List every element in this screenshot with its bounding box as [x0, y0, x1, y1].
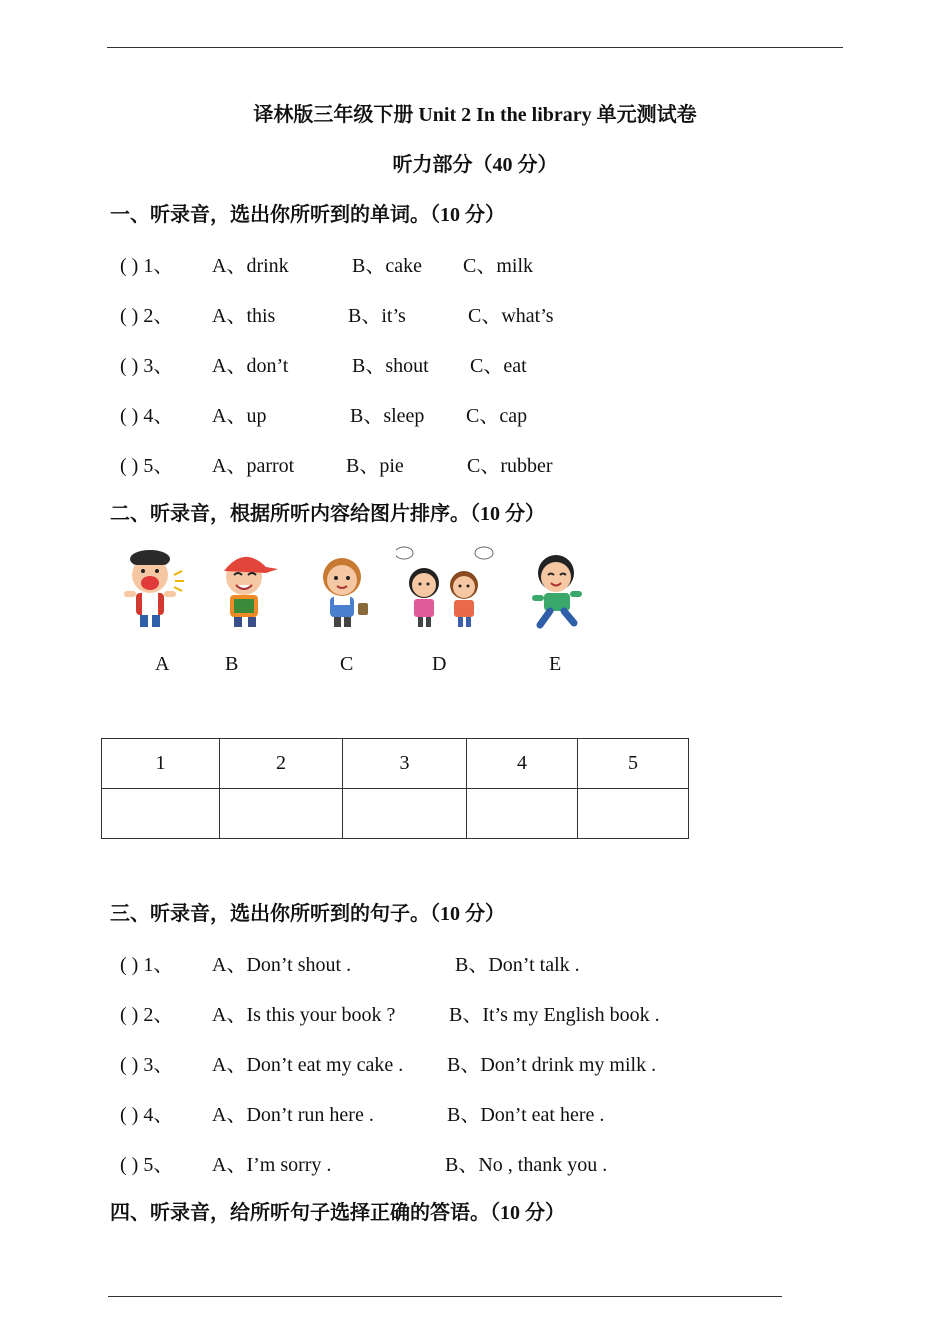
- option-b: B、cake: [352, 255, 422, 277]
- option-b: B、pie: [346, 455, 404, 477]
- list-item: [0, 953, 950, 977]
- option-a: A、parrot: [212, 455, 295, 477]
- boy-with-cap-picture: [208, 545, 284, 629]
- option-b: B、Don’t talk .: [455, 954, 580, 976]
- table-header-cell: 1: [102, 739, 220, 789]
- table-row: [102, 789, 689, 839]
- option-b: B、Don’t drink my milk .: [447, 1054, 657, 1076]
- picture-label-d: D: [432, 653, 447, 675]
- answer-cell[interactable]: [220, 789, 343, 839]
- option-a: A、Don’t eat my cake .: [212, 1054, 404, 1076]
- list-item: [0, 1153, 950, 1177]
- section4-heading: 四、听录音，给所听句子选择正确的答语。（10 分）: [110, 1202, 565, 1224]
- option-b: B、shout: [352, 355, 429, 377]
- option-b: B、No , thank you .: [445, 1154, 608, 1176]
- option-c: C、what’s: [468, 305, 554, 327]
- option-a: A、Is this your book ?: [212, 1004, 396, 1026]
- picture-label-c: C: [340, 653, 354, 675]
- option-c: C、eat: [470, 355, 527, 377]
- table-header-cell: 3: [343, 739, 467, 789]
- option-a: A、drink: [212, 255, 289, 277]
- answer-cell[interactable]: [467, 789, 578, 839]
- section3-heading: 三、听录音，选出你所听到的句子。（10 分）: [110, 903, 505, 925]
- boy-shouting-picture: [112, 545, 188, 629]
- option-c: C、cap: [466, 405, 528, 427]
- question-number: ( ) 5、: [120, 455, 174, 477]
- question-number: ( ) 1、: [120, 255, 174, 277]
- two-kids-talking-picture: [396, 545, 496, 629]
- list-item: [0, 254, 950, 278]
- option-b: B、it’s: [348, 305, 406, 327]
- option-a: A、Don’t run here .: [212, 1104, 374, 1126]
- list-item: [0, 404, 950, 428]
- option-a: A、I’m sorry .: [212, 1154, 332, 1176]
- question-number: ( ) 2、: [120, 305, 174, 327]
- section2-heading: 二、听录音，根据所听内容给图片排序。（10 分）: [110, 503, 545, 525]
- option-b: B、Don’t eat here .: [447, 1104, 605, 1126]
- section1-heading: 一、听录音，选出你所听到的单词。（10 分）: [110, 204, 505, 226]
- question-number: ( ) 4、: [120, 405, 174, 427]
- list-item: [0, 1103, 950, 1127]
- option-a: A、this: [212, 305, 276, 327]
- bottom-rule: [108, 1296, 782, 1297]
- list-item: [0, 1053, 950, 1077]
- table-header-cell: 2: [220, 739, 343, 789]
- picture-label-e: E: [549, 653, 562, 675]
- table-header-cell: 4: [467, 739, 578, 789]
- list-item: [0, 454, 950, 478]
- option-c: C、milk: [463, 255, 534, 277]
- question-number: ( ) 2、: [120, 1004, 174, 1026]
- option-b: B、sleep: [350, 405, 425, 427]
- picture-label-a: A: [155, 653, 170, 675]
- question-number: ( ) 5、: [120, 1154, 174, 1176]
- page-subtitle: 听力部分（40 分）: [392, 154, 558, 176]
- picture-label-b: B: [225, 653, 239, 675]
- question-number: ( ) 1、: [120, 954, 174, 976]
- list-item: [0, 354, 950, 378]
- boy-running-picture: [524, 545, 590, 629]
- top-rule: [107, 47, 843, 48]
- question-number: ( ) 4、: [120, 1104, 174, 1126]
- option-a: A、don’t: [212, 355, 289, 377]
- answer-cell[interactable]: [578, 789, 689, 839]
- answer-cell[interactable]: [102, 789, 220, 839]
- option-b: B、It’s my English book .: [449, 1004, 660, 1026]
- option-a: A、Don’t shout .: [212, 954, 352, 976]
- list-item: [0, 304, 950, 328]
- girl-with-cup-picture: [308, 545, 378, 629]
- question-number: ( ) 3、: [120, 1054, 174, 1076]
- table-row: [102, 739, 689, 789]
- question-number: ( ) 3、: [120, 355, 174, 377]
- option-c: C、rubber: [467, 455, 553, 477]
- ordering-answer-table: [101, 738, 689, 839]
- table-header-cell: 5: [578, 739, 689, 789]
- answer-cell[interactable]: [343, 789, 467, 839]
- option-a: A、up: [212, 405, 267, 427]
- page-title: 译林版三年级下册 Unit 2 In the library 单元测试卷: [253, 104, 697, 126]
- list-item: [0, 1003, 950, 1027]
